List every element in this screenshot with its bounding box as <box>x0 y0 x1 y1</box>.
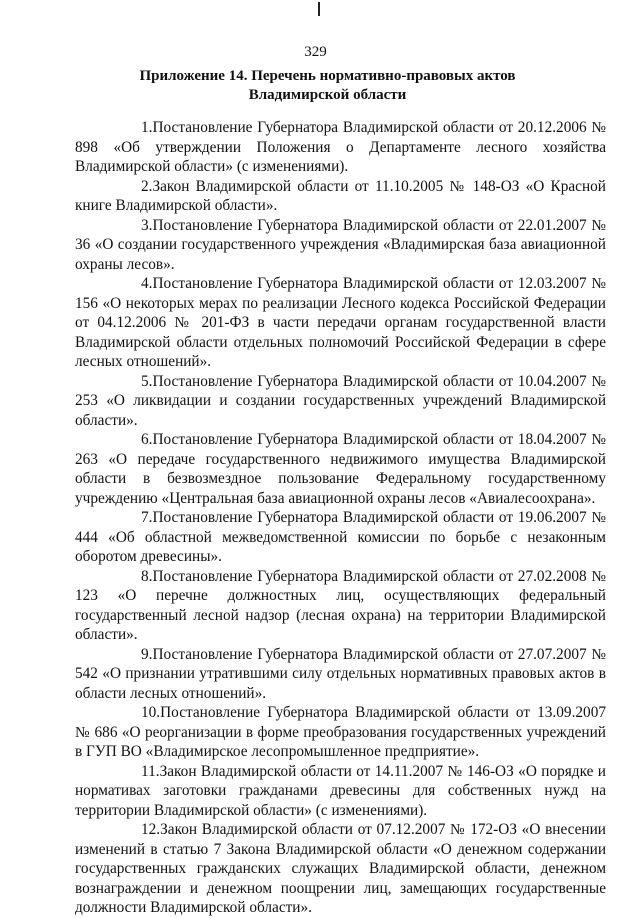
legal-act-number: 12. <box>141 821 161 838</box>
legal-act-item <box>75 820 606 918</box>
legal-act-number: 6. <box>141 431 153 448</box>
legal-act-number: 7. <box>141 509 153 526</box>
legal-act-text: Постановление Губернатора Владимирской области от 19.06.2007 № 444 «Об областной межведомственной комиссии по борьбе с незаконным оборотом древесины». <box>75 509 606 565</box>
legal-act-item <box>75 372 606 431</box>
legal-act-number: 5. <box>141 372 153 390</box>
legal-act-text: Постановление Губернатора Владимирской области от 27.02.2008 № 123 «О перечне должностных лиц, осуществляющих федеральный государственный лесной надзор (лесная охрана) на территории Владимирской области». <box>75 567 606 643</box>
legal-act-text: Постановление Губернатора Владимирской области от 10.04.2007 № 253 «О ликвидации и создании государственных учреждений Владимирской области». <box>75 372 606 429</box>
legal-act-text: Закон Владимирской области от 07.12.2007 № 172-ОЗ «О внесении изменений в статью 7 Закона Владимирской области «О денежном содержании государственных гражданских служащих Владимирской области, денежном вознаграждении и денежном поощрении лиц, замещающих государственные должности Владимирской области». <box>75 821 606 916</box>
legal-act-number: 9. <box>141 645 153 663</box>
page-number: 329 <box>304 44 327 60</box>
legal-act-number: 1. <box>141 119 153 136</box>
legal-act-text: Постановление Губернатора Владимирской области от 22.01.2007 № 36 «О создании государственного учреждения «Владимирская база авиационной охраны лесов». <box>75 216 606 273</box>
legal-act-text: Закон Владимирской области от 11.10.2005 № 148-ОЗ «О Красной книге Владимирской области». <box>75 177 606 214</box>
legal-act-item <box>75 177 606 216</box>
legal-act-item <box>75 118 606 177</box>
legal-act-item <box>75 508 606 567</box>
appendix-title-line-2: Владимирской области <box>248 87 407 103</box>
legal-act-number: 8. <box>141 567 153 585</box>
page-top-mark <box>318 2 320 16</box>
legal-act-number: 11. <box>141 762 160 780</box>
legal-act-item <box>75 703 606 762</box>
legal-act-item <box>75 216 606 275</box>
legal-act-number: 10. <box>141 704 161 721</box>
legal-act-text: Постановление Губернатора Владимирской области от 27.07.2007 № 542 «О признании утратившими силу отдельных нормативных правовых актов в области лесных отношений». <box>75 645 606 702</box>
legal-act-number: 4. <box>141 275 153 292</box>
appendix-title-line-1: Приложение 14. Перечень нормативно-правовых актов <box>139 68 516 84</box>
legal-act-text: Постановление Губернатора Владимирской области от 13.09.2007 № 686 «О реорганизации в форме преобразования государственных учреждений в ГУП ВО «Владимирское лесопромышленное предприятие». <box>75 704 606 760</box>
appendix-title <box>70 67 585 105</box>
legal-act-item <box>75 645 606 704</box>
legal-act-item <box>75 430 606 508</box>
legal-act-text: Постановление Губернатора Владимирской области от 20.12.2006 № 898 «Об утверждении Положения о Департаменте лесного хозяйства Владимирской области» (с изменениями). <box>75 119 606 175</box>
legal-act-item <box>75 567 606 645</box>
legal-act-text: Закон Владимирской области от 14.11.2007 № 146-ОЗ «О порядке и нормативах заготовки гражданами древесины для собственных нужд на территории Владимирской области» (с изменениями). <box>75 762 606 819</box>
legal-act-item <box>75 762 606 821</box>
legal-act-number: 3. <box>141 216 153 234</box>
legal-act-number: 2. <box>141 177 153 195</box>
legal-acts-list <box>75 118 606 918</box>
legal-act-text: Постановление Губернатора Владимирской области от 18.04.2007 № 263 «О передаче государственного недвижимого имущества Владимирской области в безвозмездное пользование Федеральному государственному учреждению «Центральная база авиационной охраны лесов «Авиалесоохрана». <box>75 431 606 507</box>
legal-act-text: Постановление Губернатора Владимирской области от 12.03.2007 № 156 «О некоторых мерах по реализации Лесного кодекса Российской Федерации от 04.12.2006 № 201-ФЗ в части передачи органам государственной власти Владимирской области отдельных полномочий Российской Федерации в сфере лесных отношений». <box>75 275 606 370</box>
legal-act-item <box>75 274 606 372</box>
